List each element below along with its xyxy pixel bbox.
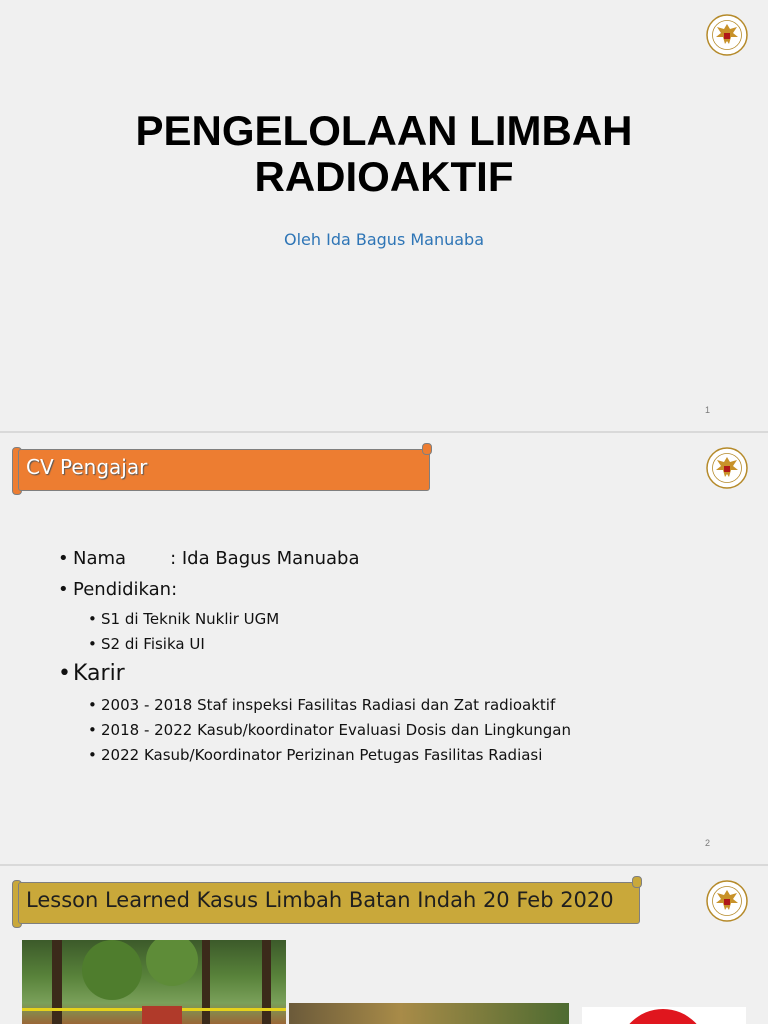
scroll-curl-right <box>422 443 432 455</box>
garuda-emblem-icon <box>706 447 748 489</box>
title-line-2: RADIOAKTIF <box>254 153 514 200</box>
nama-label: Nama <box>73 548 127 569</box>
slide-1 <box>0 0 768 431</box>
list-item: • 2022 Kasub/Koordinator Perizinan Petugas Fasilitas Radiasi <box>88 746 728 764</box>
nama-value: : Ida Bagus Manuaba <box>170 548 360 569</box>
cv-list <box>58 548 728 771</box>
title-line-1: PENGELOLAAN LIMBAH <box>135 107 633 154</box>
page-number: 1 <box>704 405 710 415</box>
slide-2 <box>0 433 768 864</box>
list-item: • S2 di Fisika UI <box>88 635 728 653</box>
page-number: 2 <box>704 838 710 848</box>
red-circle-shape <box>618 1009 708 1024</box>
slide-3 <box>0 866 768 1024</box>
garuda-emblem-icon <box>706 880 748 922</box>
scroll-curl-right <box>632 876 642 888</box>
list-item: • S1 di Teknik Nuklir UGM <box>88 610 728 628</box>
list-item-pendidikan: • Pendidikan: <box>58 579 728 601</box>
section-banner <box>12 880 640 924</box>
list-item-karir: • Karir <box>58 660 728 687</box>
garuda-emblem-icon <box>706 14 748 56</box>
photo-logo-card <box>582 1007 746 1024</box>
banner-title: Lesson Learned Kasus Limbah Batan Indah 20 Feb 2020 <box>26 888 614 912</box>
photo-site-trees <box>22 940 286 1024</box>
slide-title <box>0 108 768 200</box>
photo-excavation <box>289 1003 569 1024</box>
list-item: • 2003 - 2018 Staf inspeksi Fasilitas Radiasi dan Zat radioaktif <box>88 696 728 714</box>
list-item: • 2018 - 2022 Kasub/koordinator Evaluasi Dosis dan Lingkungan <box>88 721 728 739</box>
list-item-nama <box>58 548 728 570</box>
banner-title: CV Pengajar <box>26 455 148 479</box>
section-banner <box>12 447 430 491</box>
slide-subtitle: Oleh Ida Bagus Manuaba <box>283 230 485 249</box>
tree-scene-icon <box>22 940 286 1024</box>
